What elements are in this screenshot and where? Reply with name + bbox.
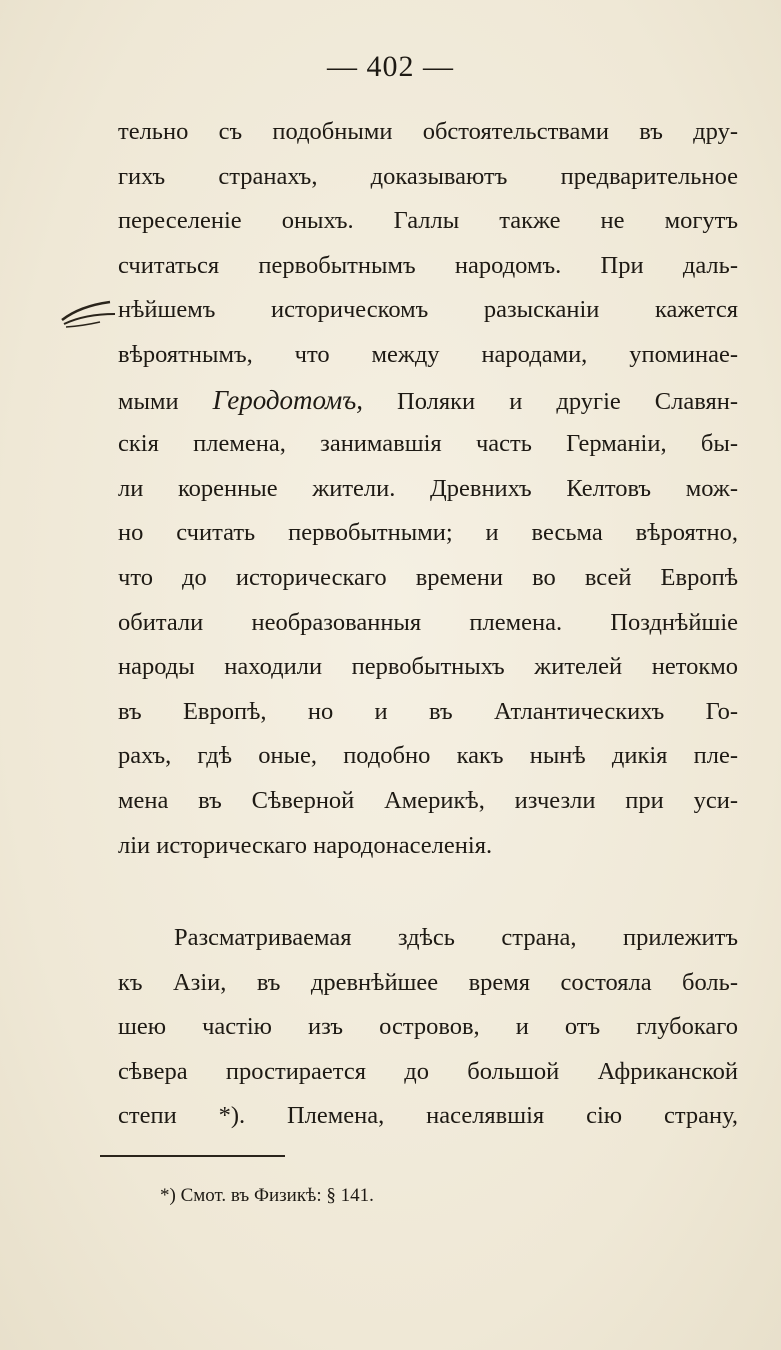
text-line: переселенiе оныхъ. Галлы также не могутъ [118, 207, 738, 235]
text-line: обитали необразованныя племена. Позднѣйшiе [118, 608, 738, 636]
text-line: степи *). Племена, населявшiя сiю страну, [118, 1102, 738, 1130]
text-line-mixed [118, 378, 738, 423]
text-line: что до историческаго времени во всей Европѣ [118, 563, 738, 591]
text-line: тельно съ подобными обстоятельствами въ дру- [118, 118, 738, 145]
text-line: въ Европѣ, но и въ Атлантическихъ Го- [118, 697, 738, 725]
paragraph-gap [118, 868, 738, 916]
text-line: сѣвера простирается до большой Африканской [118, 1057, 738, 1085]
text-line: гихъ странахъ, доказываютъ предварительное [118, 162, 738, 190]
text-line: считаться первобытнымъ народомъ. При даль- [118, 251, 738, 279]
text-line: вѣроятнымъ, что между народами, упоминае- [118, 340, 738, 368]
text-line: къ Азiи, въ древнѣйшее время состояла боль- [118, 968, 738, 996]
text-line: рахъ, гдѣ оные, подобно какъ нынѣ дикiя пле- [118, 742, 738, 770]
footnote: *) Смот. въ Физикѣ: § 141. [160, 1185, 374, 1206]
text-line: Разсматриваемая здѣсь страна, прилежитъ [174, 924, 738, 952]
main-text [118, 110, 738, 1139]
text-fragment: Поляки и другiе Славян- [397, 387, 739, 415]
text-fragment: мыми [118, 387, 179, 415]
page-number: — 402 — [327, 50, 454, 83]
text-line: нѣйшемъ историческомъ разысканiи кажется [118, 296, 738, 324]
footnote-rule [100, 1155, 285, 1157]
italic-name: Геродотомъ, [212, 384, 363, 415]
text-line: лiи историческаго народонаселенiя. [118, 831, 493, 859]
text-line: мена въ Сѣверной Америкѣ, изчезли при уси- [118, 786, 738, 814]
text-line: шею частiю изъ островов, и отъ глубокаго [118, 1013, 738, 1041]
text-line: но считать первобытными; и весьма вѣроятно, [118, 519, 738, 547]
text-line: скiя племена, занимавшiя часть Германiи, бы- [118, 430, 738, 458]
text-line: ли коренные жители. Древнихъ Келтовъ мож- [118, 474, 738, 502]
text-line: народы находили первобытныхъ жителей нетокмо [118, 653, 738, 681]
pencil-mark [60, 300, 120, 340]
